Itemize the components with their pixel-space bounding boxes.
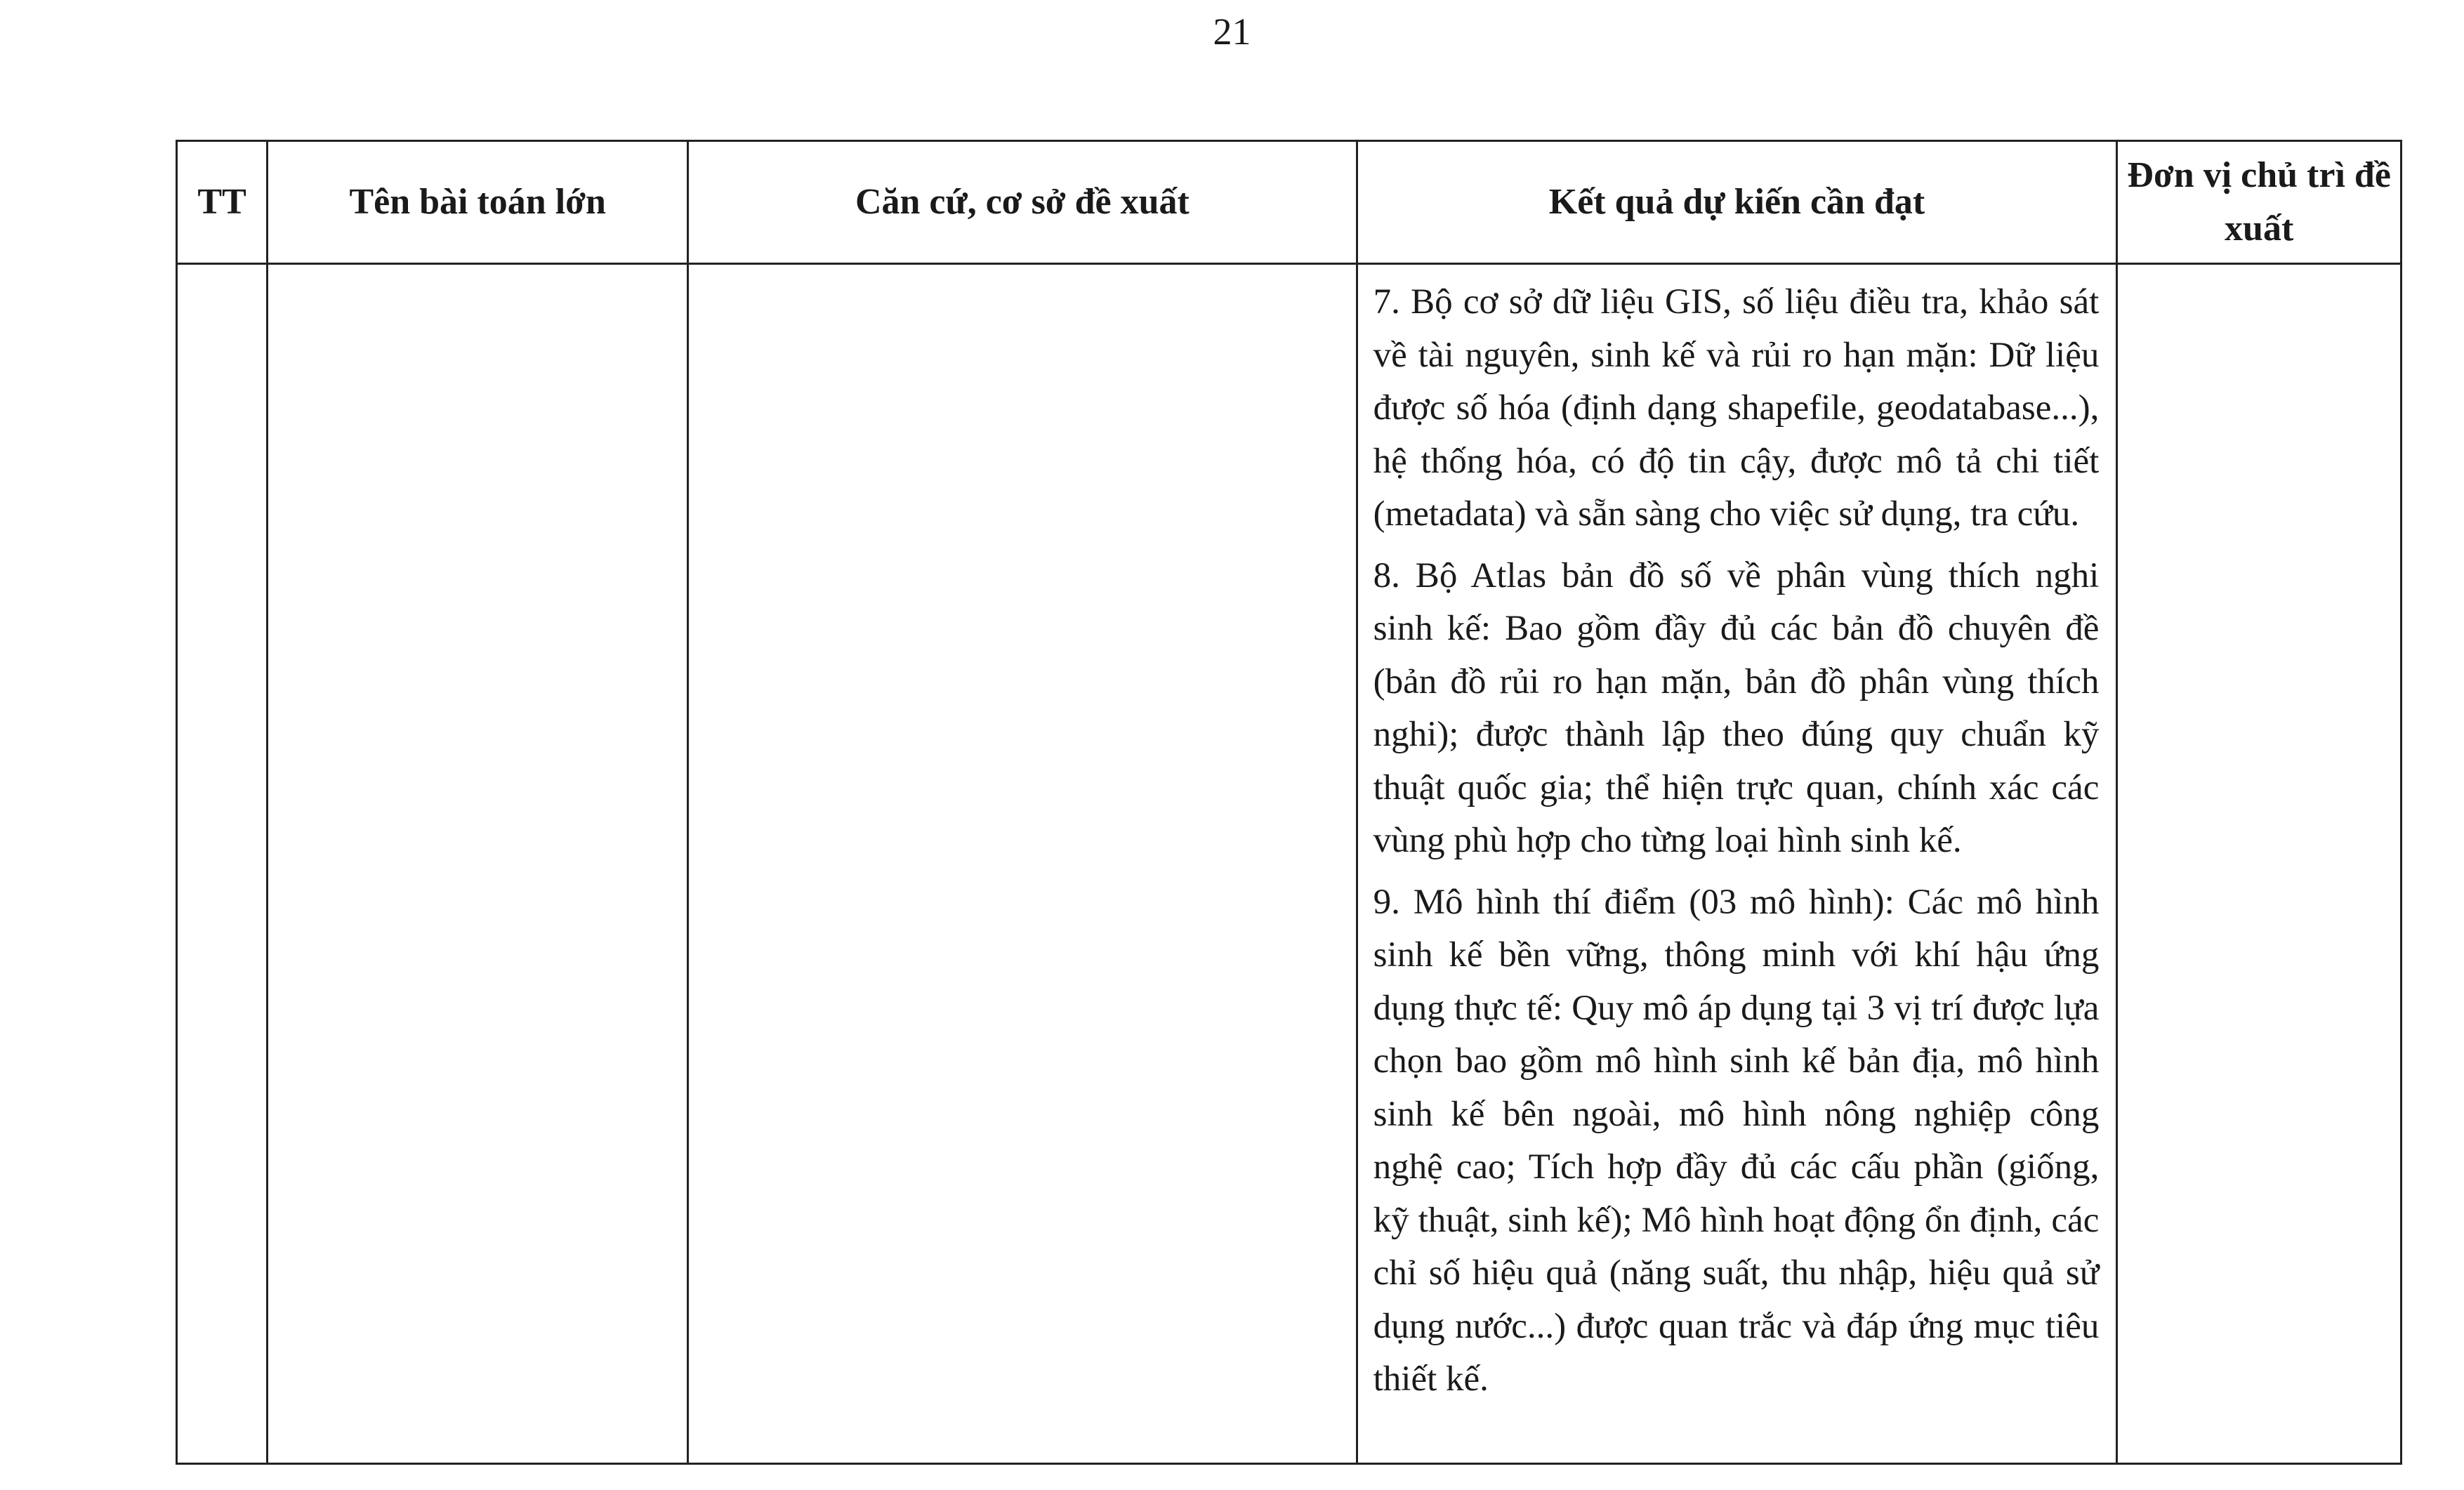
cell-tt <box>177 264 268 1464</box>
cell-expected-results <box>1357 264 2117 1464</box>
cell-lead-unit <box>2117 264 2402 1464</box>
table-row <box>177 264 2402 1464</box>
header-tt: TT <box>177 141 268 264</box>
table-header-row <box>177 141 2402 264</box>
header-lead-unit: Đơn vị chủ trì đề xuất <box>2117 141 2402 264</box>
page-number: 21 <box>1213 11 1251 53</box>
header-problem-name: Tên bài toán lớn <box>268 141 688 264</box>
cell-basis <box>688 264 1357 1464</box>
proposal-table <box>176 140 2402 1465</box>
cell-problem-name <box>268 264 688 1464</box>
result-item-8: 8. Bộ Atlas bản đồ số về phân vùng thích nghi sinh kế: Bao gồm đầy đủ các bản đồ chuyên đề (bản đồ rủi ro hạn mặn, bản đồ phân vùng thích nghi); được thành lập theo đúng quy chuẩn kỹ thuật quốc gia; thể hiện trực quan, chính xác các vùng phù hợp cho từng loại hình sinh kế. <box>1373 555 2100 860</box>
result-item-9: 9. Mô hình thí điểm (03 mô hình): Các mô hình sinh kế bền vững, thông minh với khí hậu ứng dụng thực tế: Quy mô áp dụng tại 3 vị trí được lựa chọn bao gồm mô hình sinh kế bản địa, mô hình sinh kế bên ngoài, mô hình nông nghiệp công nghệ cao; Tích hợp đầy đủ các cấu phần (giống, kỹ thuật, sinh kế); Mô hình hoạt động ổn định, các chỉ số hiệu quả (năng suất, thu nhập, hiệu quả sử dụng nước...) được quan trắc và đáp ứng mục tiêu thiết kế. <box>1373 882 2100 1399</box>
header-expected-results: Kết quả dự kiến cần đạt <box>1357 141 2117 264</box>
result-item-7: 7. Bộ cơ sở dữ liệu GIS, số liệu điều tra, khảo sát về tài nguyên, sinh kế và rủi ro hạn mặn: Dữ liệu được số hóa (định dạng shapefile, geodatabase...), hệ thống hóa, có độ tin cậy, được mô tả chi tiết (metadata) và sẵn sàng cho việc sử dụng, tra cứu. <box>1373 282 2100 534</box>
header-basis: Căn cứ, cơ sở đề xuất <box>688 141 1357 264</box>
